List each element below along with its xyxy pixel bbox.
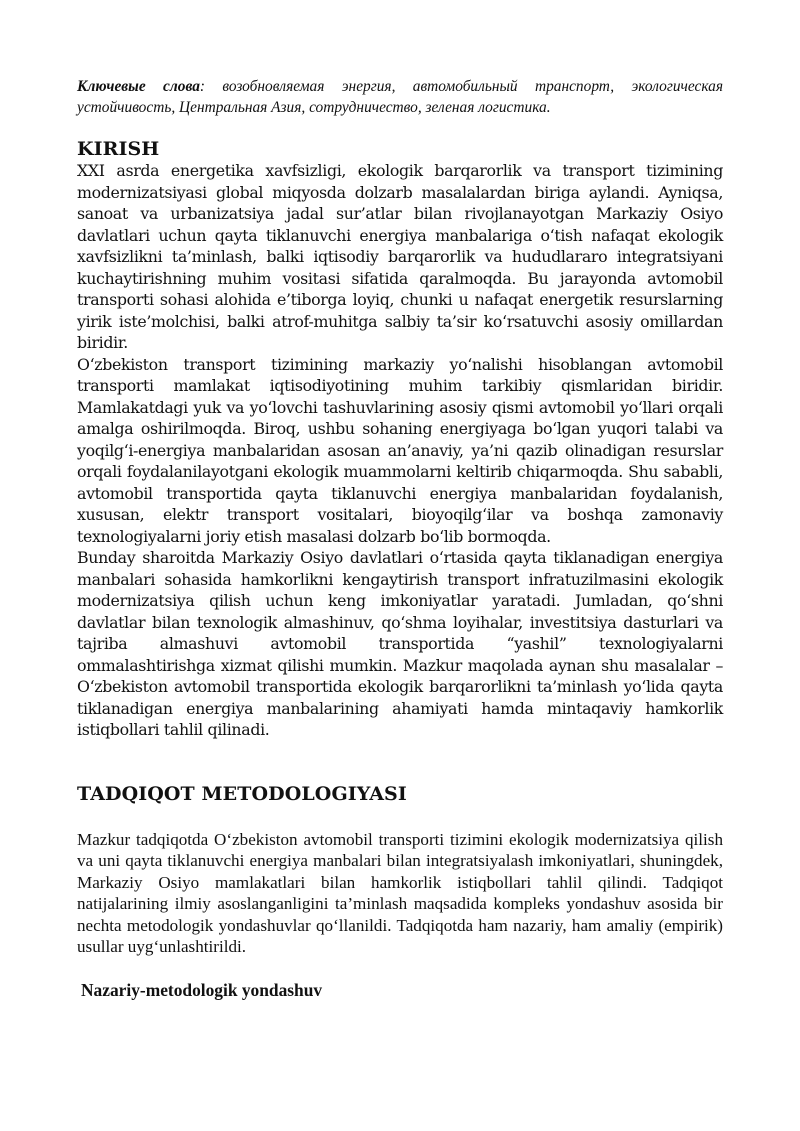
keywords-line (77, 76, 723, 118)
keywords-text: : возобновляемая энергия, автомобильный транспорт, экологическая устойчивость, Центральная Азия, сотрудничество, зеленая логистика. (77, 78, 723, 116)
section-heading-kirish: KIRISH (77, 138, 160, 160)
keywords-label: Ключевые слова (77, 78, 200, 95)
paragraph-intro-1: XXI asrda energetika xavfsizligi, ekologik barqarorlik va transport tizimining modernizatsiyasi global miqyosda dolzarb masalalardan biriga aylandi. Ayniqsa, sanoat va urbanizatsiya jadal sur’atlar bilan rivojlanayotgan Markaziy Osiyo davlatlari uchun qayta tiklanuvchi energiya manbalariga o‘tish nafaqat ekologik xavfsizlikni ta’minlash, balki iqtisodiy barqarorlik va hududlararo integratsiyani kuchaytirishning muhim vositasi sifatida qaralmoqda. Bu jarayonda avtomobil transporti sohasi alohida e’tiborga loyiq, chunki u nafaqat energetik resurslarning yirik iste’molchisi, balki atrof-muhitga salbiy ta’sir ko‘rsatuvchi asosiy omillardan biridir. (77, 161, 723, 352)
paragraph-intro-3: Bunday sharoitda Markaziy Osiyo davlatlari o‘rtasida qayta tiklanadigan energiya manbalari sohasida hamkorlikni kengaytirish transport infratuzilmasini ekologik modernizatsiya qilish uchun keng imkoniyatlar yaratadi. Jumladan, qo‘shni davlatlar bilan texnologik almashinuv, qo‘shma loyihalar, investitsiya dasturlari va tajriba almashuvi avtomobil transportida “yashil” texnologiyalarni ommalashtirishga xizmat qilishi mumkin. Mazkur maqolada aynan shu masalalar – O‘zbekiston avtomobil transportida ekologik barqarorlikni ta’minlash yo‘lida qayta tiklanadigan energiya manbalarining ahamiyati hamda mintaqaviy hamkorlik istiqbollari tahlil qilinadi. (77, 548, 723, 739)
document-page (77, 70, 723, 1001)
subheading-theoretical-approach: Nazariy-metodologik yondashuv (81, 979, 323, 1000)
section-heading-methodology: TADQIQOT METODOLOGIYASI (77, 782, 407, 805)
paragraph-methodology: Mazkur tadqiqotda O‘zbekiston avtomobil transporti tizimini ekologik modernizatsiya qilish va uni qayta tiklanuvchi energiya manbalari bilan integratsiyalash imkoniyatlari, shuningdek, Markaziy Osiyo mamlakatlari bilan hamkorlik istiqbollari tahlil qilindi. Tadqiqot natijalarining ilmiy asoslanganligini ta’minlash maqsadida kompleks yondashuv asosida bir nechta metodologik yondashuvlar qo‘llanildi. Tadqiqotda ham nazariy, ham amaliy (empirik) usullar uyg‘unlashtirildi. (77, 829, 723, 956)
paragraph-intro-2: O‘zbekiston transport tizimining markaziy yo‘nalishi hisoblangan avtomobil transporti mamlakat iqtisodiyotining muhim tarkibiy qismlaridan biridir. Mamlakatdagi yuk va yo‘lovchi tashuvlarining asosiy qismi avtomobil yo‘llari orqali amalga oshirilmoqda. Biroq, ushbu sohaning energiyaga bo‘lgan yuqori talabi va yoqilg‘i-energiya manbalaridan asosan an’anaviy, ya’ni qazib olinadigan resurslar orqali foydalanilayotgani ekologik muammolarni keltirib chiqarmoqda. Shu sababli, avtomobil transportida qayta tiklanuvchi energiya manbalaridan foydalanish, xususan, elektr transport vositalari, bioyoqilg‘ilar va boshqa zamonaviy texnologiyalarni joriy etish masalasi dolzarb bo‘lib bormoqda. (77, 354, 723, 546)
